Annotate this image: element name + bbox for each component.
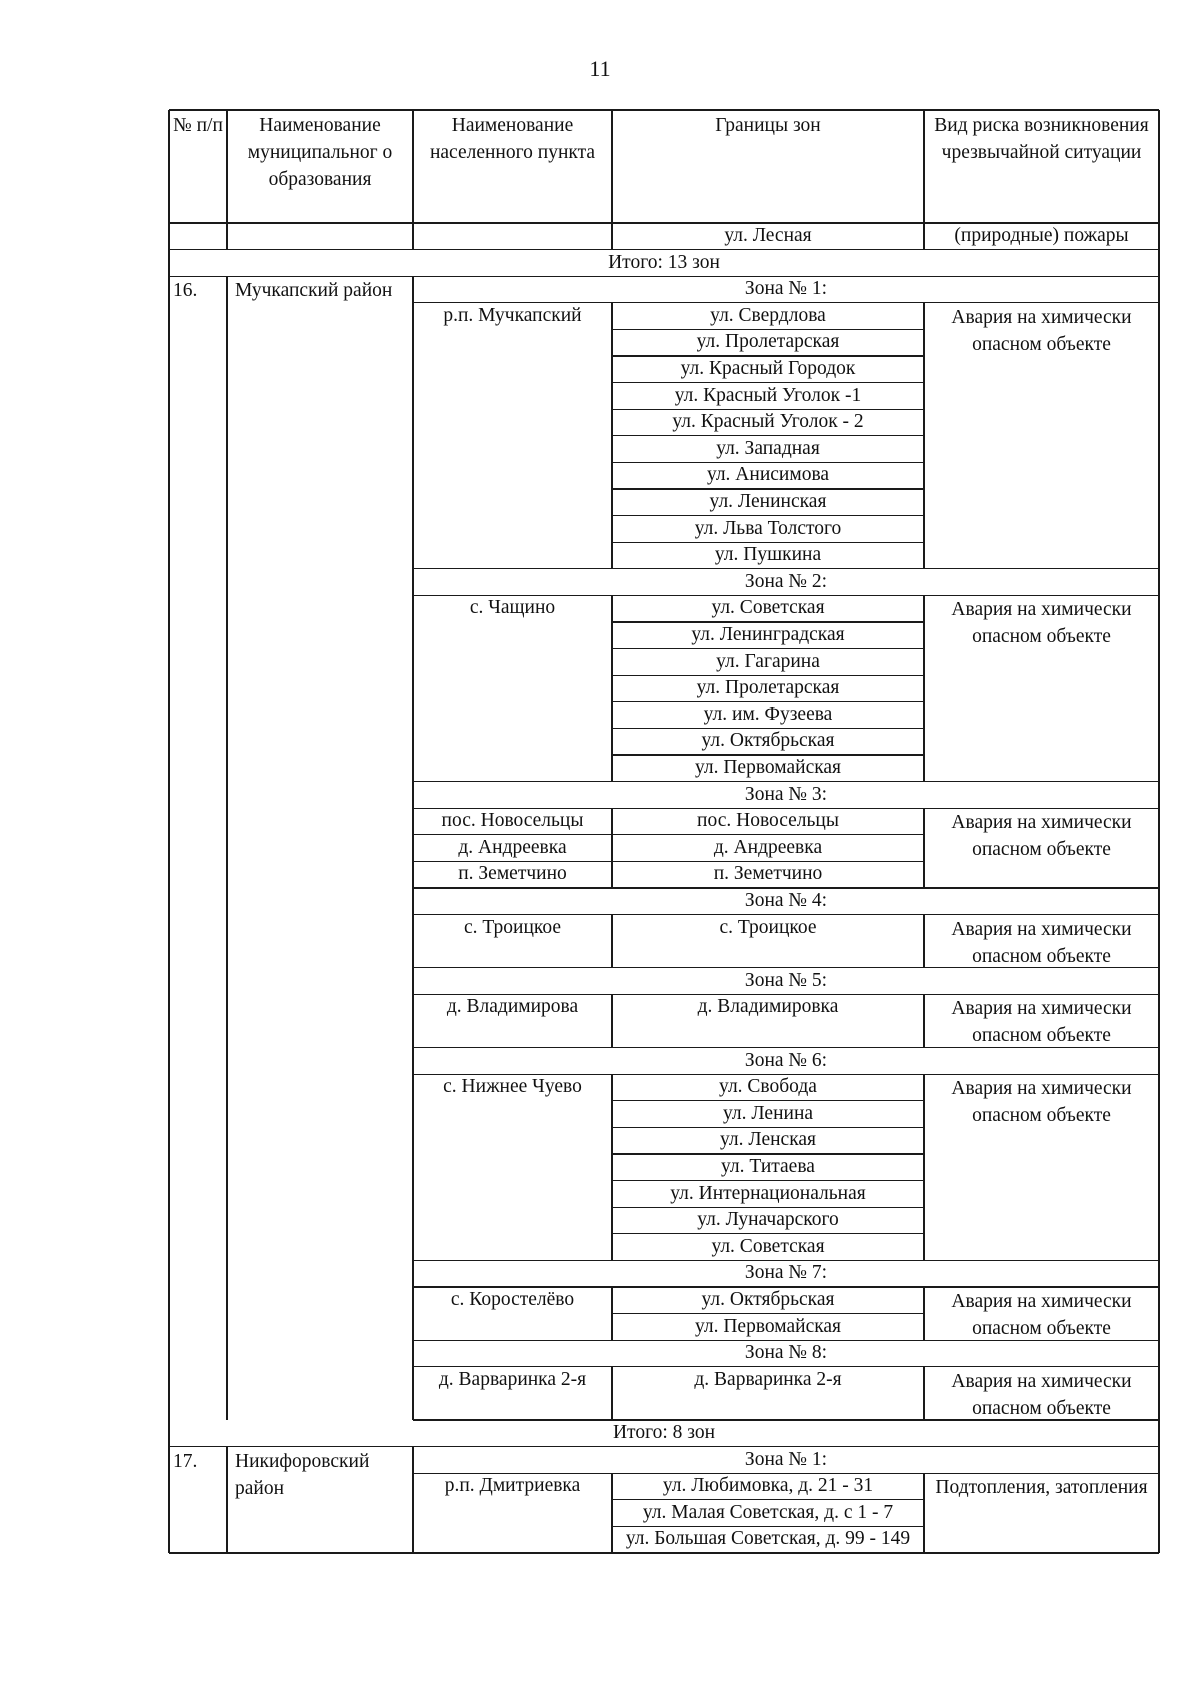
settlement-cell: д. Андреевка	[458, 836, 567, 858]
table-rule	[168, 250, 169, 277]
boundary-cell: ул. Луначарского	[697, 1209, 839, 1231]
zone-label: Зона № 7:	[744, 1262, 828, 1284]
district-number: 17.	[173, 1450, 198, 1472]
table-rule	[412, 223, 413, 250]
boundary-cell: ул. Пролетарская	[696, 677, 840, 699]
table-rule	[923, 110, 924, 223]
table-rule	[611, 994, 612, 1047]
boundary-cell: ул. Большая Советская, д. 99 - 149	[625, 1528, 911, 1550]
table-rule	[226, 276, 227, 1420]
boundary-cell: ул. Свердлова	[710, 304, 826, 326]
table-rule	[169, 1552, 1159, 1553]
boundary-cell: ул. им. Фузеева	[703, 703, 833, 725]
table-rule	[1158, 250, 1159, 277]
boundary-cell: ул. Титаева	[721, 1156, 815, 1177]
risk-cell: Авария на химически опасном объекте	[951, 998, 1132, 1047]
zone-label: Зона № 2:	[744, 570, 828, 592]
zone-label: Зона № 4:	[744, 890, 828, 911]
boundary-cell: д. Варваринка 2-я	[694, 1368, 842, 1390]
settlement-cell: с. Коростелёво	[450, 1289, 575, 1310]
risk-cell: Авария на химически опасном объекте	[951, 918, 1132, 967]
zone-label: Зона № 6:	[744, 1049, 828, 1071]
boundary-cell: ул. Льва Толстого	[694, 517, 842, 539]
header-col5: Вид риска возникновения чрезвычайной ситуации	[934, 115, 1149, 163]
boundary-cell: ул. Ленинградская	[691, 624, 845, 645]
boundary-cell: ул. Первомайская	[694, 1315, 842, 1337]
table-rule	[923, 1367, 924, 1420]
settlement-cell: пос. Новосельцы	[441, 810, 584, 832]
table-rule	[923, 994, 924, 1047]
table-rule	[412, 276, 413, 1420]
boundary-cell: ул. Ленина	[722, 1102, 814, 1124]
boundary-cell: ул. Ленинская	[709, 491, 827, 512]
continuation-boundary: ул. Лесная	[724, 225, 812, 246]
zone-label: Зона № 8:	[744, 1342, 828, 1364]
settlement-cell: д. Варваринка 2-я	[438, 1368, 587, 1390]
zones-table	[169, 110, 1159, 1572]
table-rule	[923, 1287, 924, 1340]
zone-label: Зона № 1:	[744, 1448, 828, 1470]
table-rule	[923, 1074, 924, 1260]
table-rule	[611, 915, 612, 968]
table-rule	[169, 109, 1159, 110]
settlement-cell: р.п. Дмитриевка	[444, 1475, 581, 1497]
boundary-cell: ул. Пушкина	[714, 544, 822, 566]
boundary-cell: ул. Первомайская	[694, 757, 842, 778]
boundary-cell: ул. Любимовка, д. 21 - 31	[662, 1475, 874, 1497]
table-rule	[611, 1074, 612, 1260]
table-rule	[168, 223, 169, 250]
header-col4: Границы зон	[715, 115, 821, 136]
table-rule	[611, 1367, 612, 1420]
table-rule	[611, 223, 612, 250]
table-rule	[226, 1447, 227, 1553]
boundary-cell: ул. Октябрьская	[701, 1289, 835, 1310]
table-rule	[1158, 1420, 1159, 1447]
table-rule	[611, 808, 612, 888]
header-col2: Наименование муниципальног о образования	[247, 115, 393, 190]
table-rule	[412, 110, 413, 223]
boundary-cell: д. Андреевка	[713, 836, 823, 858]
risk-cell: Авария на химически опасном объекте	[951, 599, 1132, 648]
table-rule	[611, 1287, 612, 1340]
risk-cell: Авария на химически опасном объекте	[951, 306, 1132, 355]
table-rule	[1158, 276, 1159, 1420]
page-number: 11	[589, 56, 611, 81]
total-row: Итого: 8 зон	[612, 1422, 716, 1443]
table-rule	[226, 223, 227, 250]
zone-label: Зона № 1:	[744, 278, 828, 300]
table-rule	[168, 1420, 169, 1447]
boundary-cell: ул. Пролетарская	[696, 331, 840, 353]
table-rule	[923, 808, 924, 888]
boundary-cell: ул. Советская	[711, 597, 825, 619]
boundary-cell: ул. Малая Советская, д. с 1 - 7	[642, 1501, 894, 1523]
risk-cell: Авария на химически опасном объекте	[951, 1291, 1132, 1339]
table-rule	[611, 110, 612, 223]
total-row: Итого: 13 зон	[608, 251, 720, 273]
table-rule	[923, 1473, 924, 1553]
risk-cell: Авария на химически опасном объекте	[951, 812, 1132, 861]
boundary-cell: ул. Анисимова	[706, 464, 830, 486]
boundary-cell: д. Владимировка	[697, 996, 839, 1018]
boundary-cell: ул. Красный Уголок - 2	[672, 411, 864, 433]
risk-cell: Авария на химически опасном объекте	[951, 1370, 1132, 1419]
boundary-cell: ул. Ленская	[719, 1129, 816, 1151]
risk-cell: Авария на химически опасном объекте	[951, 1078, 1132, 1127]
boundary-cell: пос. Новосельцы	[697, 810, 839, 832]
table-rule	[611, 1473, 612, 1553]
table-rule	[923, 595, 924, 781]
boundary-cell: ул. Октябрьская	[701, 730, 835, 752]
settlement-cell: с. Троицкое	[463, 916, 562, 938]
table-rule	[412, 1447, 413, 1553]
continuation-risk: (природные) пожары	[954, 225, 1129, 246]
table-rule	[1158, 110, 1159, 223]
settlement-cell: с. Нижнее Чуево	[443, 1076, 582, 1098]
boundary-cell: ул. Западная	[716, 437, 820, 459]
district-name: Мучкапский район	[235, 280, 393, 302]
zone-label: Зона № 3:	[744, 783, 828, 805]
table-rule	[168, 110, 169, 223]
header-col3: Наименование населенного пункта	[429, 115, 596, 163]
boundary-cell: ул. Красный Городок	[680, 358, 856, 379]
boundary-cell: с. Троицкое	[719, 916, 817, 938]
boundary-cell: ул. Советская	[711, 1235, 825, 1257]
table-rule	[923, 303, 924, 569]
table-rule	[1158, 223, 1159, 250]
boundary-cell: п. Земетчино	[713, 863, 823, 885]
risk-cell: Подтопления, затопления	[935, 1477, 1148, 1499]
settlement-cell: с. Чащино	[469, 597, 556, 619]
zone-label: Зона № 5:	[744, 969, 828, 991]
table-rule	[611, 303, 612, 569]
table-rule	[923, 223, 924, 250]
table-rule	[1158, 1447, 1159, 1553]
table-rule	[168, 276, 169, 1420]
table-rule	[226, 110, 227, 223]
district-number: 16.	[173, 280, 198, 302]
table-rule	[611, 595, 612, 781]
boundary-cell: ул. Красный Уголок -1	[674, 384, 862, 406]
header-col1: № п/п	[173, 115, 223, 136]
settlement-cell: р.п. Мучкапский	[443, 304, 582, 326]
settlement-cell: д. Владимирова	[446, 996, 579, 1018]
settlement-cell: п. Земетчино	[458, 863, 567, 885]
boundary-cell: ул. Свобода	[719, 1076, 817, 1098]
boundary-cell: ул. Интернациональная	[670, 1182, 866, 1204]
district-name: Никифоровский район	[235, 1450, 370, 1499]
boundary-cell: ул. Гагарина	[716, 650, 820, 672]
table-rule	[168, 1447, 169, 1553]
table-rule	[923, 915, 924, 968]
